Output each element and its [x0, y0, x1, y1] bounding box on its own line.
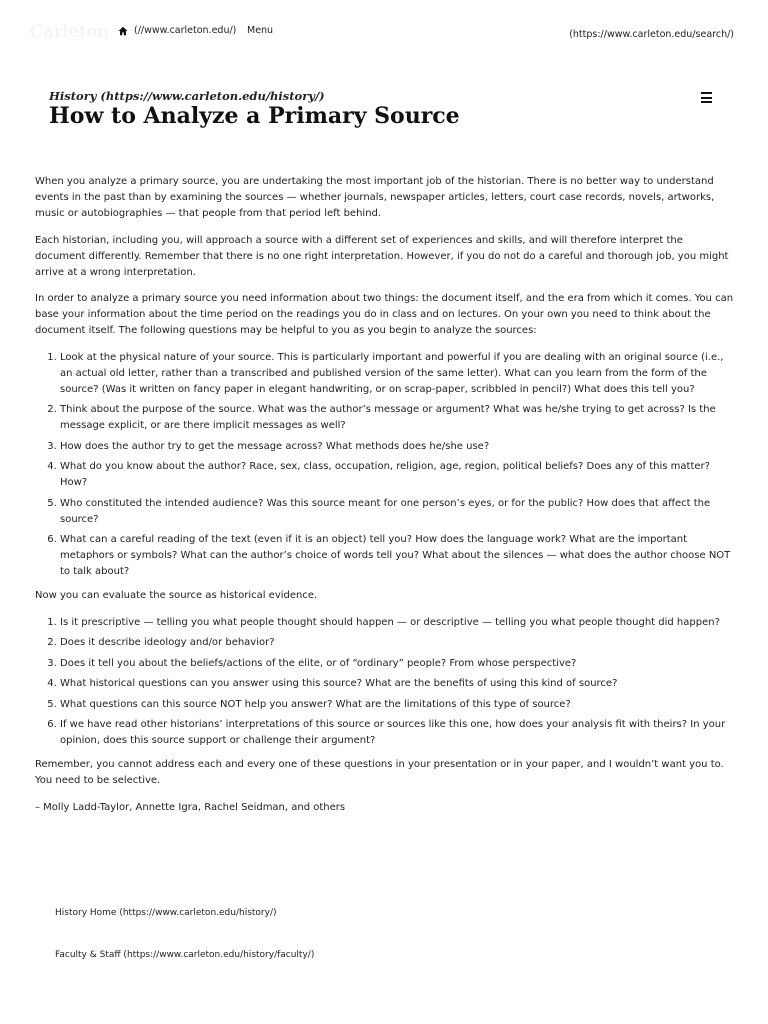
list-item: 3. How does the author try to get the message across? What methods does he/she use? [60, 439, 735, 455]
evaluate-intro: Now you can evaluate the source as historical evidence. [35, 590, 318, 601]
list-item: 6. What can a careful reading of the text (even if it is an object) tell you? How does the language work? What are the important metaphors or symbols? What can the author’s choice of words tell you? What about the silences — what does the author choose NOT to talk about? [60, 532, 735, 580]
attribution: – Molly Ladd-Taylor, Annette Igra, Rachel Seidman, and others [35, 801, 346, 813]
intro-paragraph: When you analyze a primary source, you are undertaking the most important job of the historian. There is no better way to understand events in the past than by examining the sources — whether journals, newspaper articles, letters, court case records, novels, artworks, music or autobiographies — that people from that period left behind. [35, 176, 715, 219]
list-item: 1. Look at the physical nature of your source. This is particularly important and powerful if you are dealing with an original source (i.e., an actual old letter, rather than a transcribed and published version of the same letter). What can you learn from the form of the source? (Was it written on fancy paper in elegant handwriting, or on scrap-paper, scribbled in pencil?) What does this tell you? [60, 350, 735, 398]
closing-paragraph: Remember, you cannot address each and every one of these questions in your presentation or in your paper, and I wouldn’t want you to. You need to be selective. [35, 759, 724, 786]
document-questions-list [35, 350, 735, 581]
list-item: 2. Does it describe ideology and/or behavior? [60, 635, 735, 651]
search-link[interactable]: (https://www.carleton.edu/search/) [569, 29, 734, 40]
footer-links [55, 908, 314, 992]
intro-paragraph: Each historian, including you, will approach a source with a different set of experiences and skills, and will therefore interpret the document differently. Remember that there is no one right interpretation. However, if you do not do a careful and thorough job, you might arrive at a wrong interpretation. [35, 234, 729, 278]
section-link-history[interactable]: History (https://www.carleton.edu/history/) [49, 89, 325, 103]
top-bar [0, 0, 768, 70]
list-item: 5. What questions can this source NOT help you answer? What are the limitations of this type of source? [60, 697, 735, 713]
list-item: 3. Does it tell you about the beliefs/actions of the elite, or of “ordinary” people? From whose perspective? [60, 656, 735, 672]
footer-link-faculty-staff[interactable]: Faculty & Staff (https://www.carleton.edu/history/faculty/) [55, 950, 315, 960]
home-link-label: (//www.carleton.edu/) [134, 25, 237, 36]
home-icon [118, 26, 128, 36]
list-item: 1. Is it prescriptive — telling you what people thought should happen — or descriptive — telling you what people thought did happen? [60, 615, 735, 631]
evaluation-questions-list [35, 615, 735, 750]
menu-link[interactable]: Menu [247, 25, 274, 36]
list-item: 2. Think about the purpose of the source. What was the author’s message or argument? What was he/she trying to get across? Is the message explicit, or are there implicit messages as well? [60, 402, 735, 434]
hamburger-menu-icon[interactable] [701, 92, 712, 103]
page-title: How to Analyze a Primary Source [49, 103, 460, 129]
intro-paragraph: In order to analyze a primary source you need information about two things: the document itself, and the era from which it comes. You can base your information about the time period on the readings you do in class and on lectures. On your own you need to think about the document itself. The following questions may be helpful to you as you begin to analyze the sources: [35, 293, 734, 336]
brand-logo[interactable]: Carleton [30, 22, 109, 42]
list-item: 6. If we have read other historians’ interpretations of this source or sources like this one, how does your analysis fit with theirs? In your opinion, does this source support or challenge their argument? [60, 717, 735, 749]
footer-link-history-home[interactable]: History Home (https://www.carleton.edu/history/) [55, 908, 277, 918]
home-link[interactable] [118, 25, 236, 36]
article-content [35, 174, 735, 826]
list-item: 4. What do you know about the author? Race, sex, class, occupation, religion, age, region, political beliefs? Does any of this matter? How? [60, 459, 735, 491]
list-item: 4. What historical questions can you answer using this source? What are the benefits of using this kind of source? [60, 676, 735, 692]
list-item: 5. Who constituted the intended audience? Was this source meant for one person’s eyes, or for the public? How does that affect the source? [60, 496, 735, 528]
